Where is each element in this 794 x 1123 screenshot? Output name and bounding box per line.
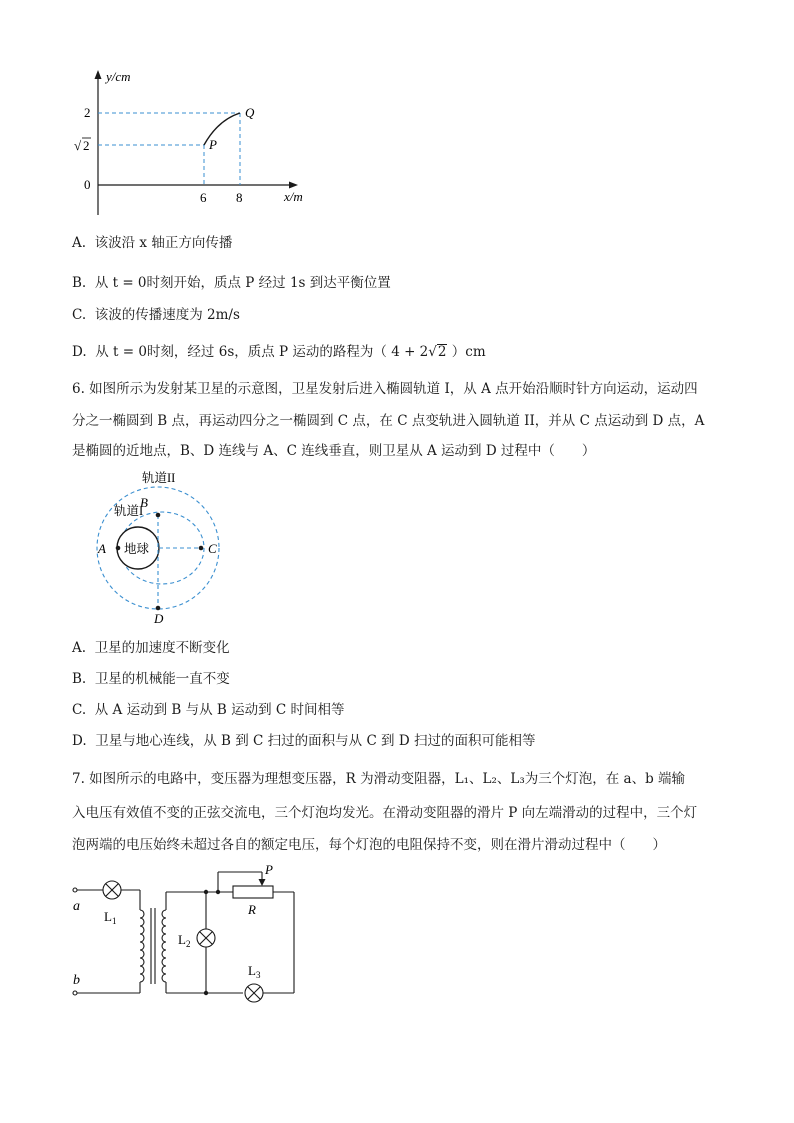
q6-option-a [72,642,230,656]
point-p-label: P [209,137,217,152]
sqrt-symbol: √ [428,344,437,360]
q6-stem-line1: 6. 如图所示为发射某卫星的示意图，卫星发射后进入椭圆轨道 I，从 A 点开始沿顺时针方向运动，运动四 [72,381,698,397]
earth-label: 地球 [124,542,150,556]
secondary-coil [162,910,166,982]
option-letter: B. [72,275,87,291]
q6-stem-line2: 分之一椭圆到 B 点，再运动四分之一椭圆到 C 点，在 C 点变轨进入圆轨道 II，并从 C 点运动到 D 点，A [72,413,705,429]
q6-option-b [72,673,230,687]
option-text-after: ）cm [447,344,486,360]
q5-option-d [72,344,486,360]
q6-option-d [72,735,535,749]
label-l1: $L_1$ [104,909,117,926]
label-l3: $L_3$ [248,963,261,980]
option-text: 卫星与地心连线，从 B 到 C 扫过的面积与从 C 到 D 扫过的面积可能相等 [95,733,536,749]
q6-option-c [72,704,344,718]
option-letter: C. [72,307,87,323]
option-letter: C. [72,702,87,718]
label-d: D [154,611,164,626]
junction-l2-bottom [204,991,208,995]
option-text: 卫星的机械能一直不变 [94,671,230,687]
q5-option-b [72,277,391,291]
orbit-i-label: 轨道I [114,504,144,518]
x-tick-6: 6 [200,190,207,205]
circuit-diagram [68,860,313,1010]
option-letter: D. [72,733,87,749]
q5-option-a [72,237,232,251]
label-b: B [140,495,148,510]
label-r: R [248,902,256,917]
point-c [199,546,204,551]
q7-stem-line3: 泡两端的电压始终未超过各自的额定电压，每个灯泡的电阻保持不变，则在滑片滑动过程中（ ） [72,837,666,853]
point-b [156,513,161,518]
q6-stem-line3: 是椭圆的近地点，B、D 连线与 A、C 连线垂直，则卫星从 A 运动到 D 过程中（ ） [72,443,596,459]
label-c: C [208,541,217,556]
x-axis-arrow [289,182,298,189]
option-letter: A. [72,235,87,251]
y-tick-2: 2 [84,105,91,120]
terminal-b [73,991,77,995]
junction-top [216,890,220,894]
y-tick-0: 0 [84,177,91,192]
y-tick-sqrt-arg: 2 [83,138,90,153]
y-axis-arrow [95,70,102,79]
x-tick-8: 8 [236,190,243,205]
option-text: 从 A 运动到 B 与从 B 运动到 C 时间相等 [94,702,345,718]
rheostat-r [233,886,273,898]
label-b: b [73,973,80,988]
slider-arrow [259,879,266,886]
orbit-ii-label: 轨道II [142,471,176,485]
sqrt-arg: 2 [437,344,447,360]
wave-graph [70,65,320,225]
label-p: P [265,862,273,877]
y-axis-label: y/cm [106,69,131,84]
option-text-before: 从 t = 0时刻，经过 6s，质点 P 运动的路程为（ 4 + 2 [95,344,429,360]
orbit-diagram [70,468,240,628]
primary-coil [140,910,144,982]
option-text: 该波的传播速度为 2m/s [94,307,240,323]
point-q-label: Q [245,105,255,120]
option-letter: D. [72,344,87,360]
q7-stem-line2: 入电压有效值不变的正弦交流电，三个灯泡均发光。在滑动变阻器的滑片 P 向左端滑动的过程中，三个灯 [72,805,698,821]
point-a [116,546,121,551]
label-a: A [98,541,106,556]
option-text: 该波沿 x 轴正方向传播 [94,235,233,251]
junction-l2-top [204,890,208,894]
label-a: a [73,899,80,914]
label-l2: $L_2$ [178,932,191,949]
point-d [156,606,161,611]
y-tick-sqrt-symbol: √ [74,138,82,153]
q7-stem-line1: 7. 如图所示的电路中，变压器为理想变压器，R 为滑动变阻器，L₁、L₂、L₃为三个灯泡，在 a、b 端输 [72,771,686,787]
x-axis-label: x/m [284,189,303,204]
option-letter: A. [72,640,87,656]
option-text: 从 t = 0时刻开始，质点 P 经过 1s 到达平衡位置 [94,275,391,291]
q5-option-c [72,309,240,323]
option-letter: B. [72,671,87,687]
option-text: 卫星的加速度不断变化 [94,640,230,656]
terminal-a [73,888,77,892]
